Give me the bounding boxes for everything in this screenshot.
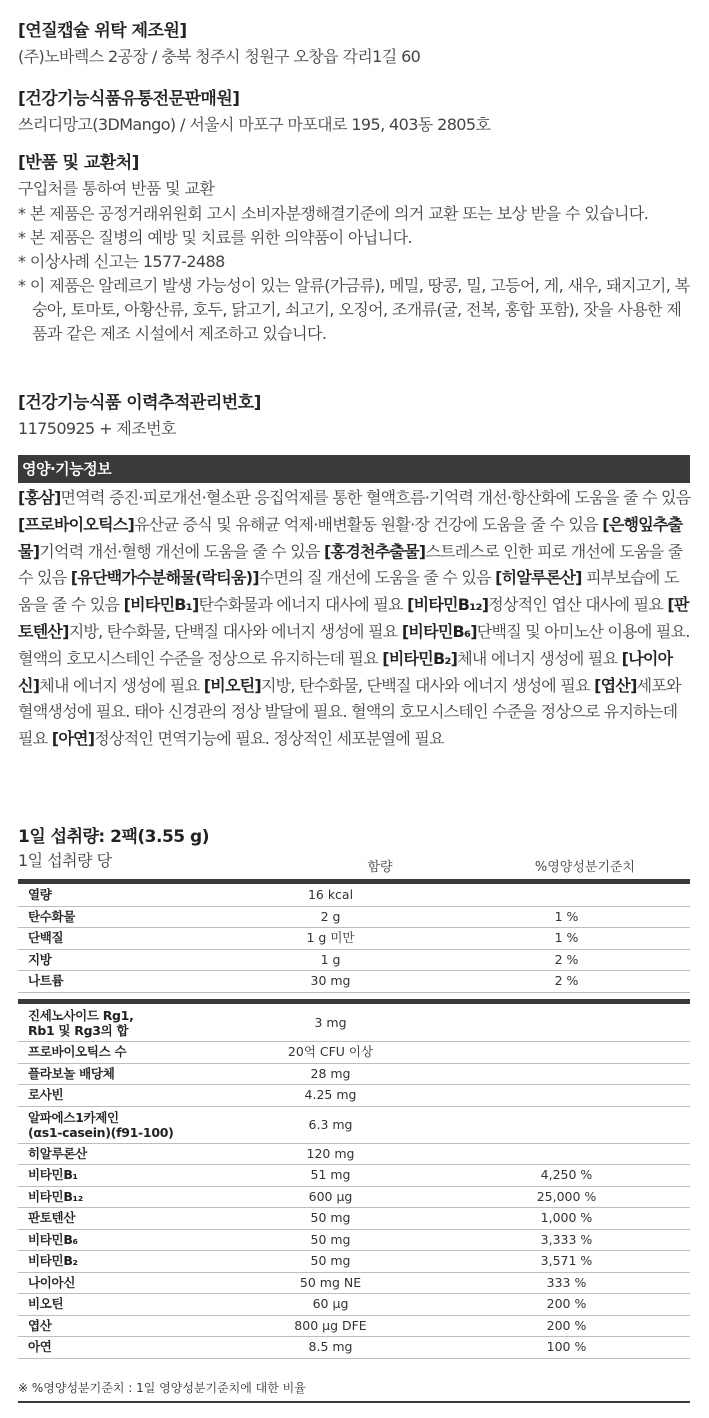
nutrient-amount: 8.5 mg [218,1337,443,1359]
nutrient-percent: 1 % [443,906,690,928]
returns-note: * 본 제품은 공정거래위원회 고시 소비자분쟁해결기준에 의거 교환 또는 보상 받을 수 있습니다. [18,204,649,223]
function-claim-name: [프로바이오틱스] [18,514,135,534]
table-mid-rule [18,999,690,1004]
nutrient-percent [443,1085,690,1107]
function-claim-name: [은행잎추출물] [18,514,683,561]
nutrient-amount: 800 μg DFE [218,1315,443,1337]
nutrient-amount: 50 mg [218,1251,443,1273]
per-serving-label: 1일 섭취량 당 [18,851,112,870]
seller-title: [건강기능식품유통전문판매원] [18,89,240,109]
function-claim-name: [비타민B₁] [123,595,199,615]
nutrient-amount: 2 g [218,906,443,928]
function-claim-name: [비오틴] [203,675,261,695]
nutrient-name-line: 탄수화물 [28,908,76,924]
manufacturer-title: [연질캡슐 위탁 제조원] [18,21,187,41]
nutrient-percent: 200 % [443,1315,690,1337]
nutrient-row [18,1337,690,1359]
nutrient-amount: 1 g 미만 [218,928,443,950]
nutrient-amount: 51 mg [218,1165,443,1187]
nutrient-name-line: 히알루론산 [28,1145,87,1161]
nutrient-amount: 50 mg [218,1229,443,1251]
function-claim-text: 피부보습에 도움을 줄 수 있음 [18,568,679,615]
nutrient-row [18,971,690,993]
returns-note: * 이상사례 신고는 1577-2488 [18,252,225,271]
nutrient-percent: 3,571 % [443,1251,690,1273]
manufacturer-section [18,18,690,70]
function-claim-text: 탄수화물과 에너지 대사에 필요 [198,595,408,615]
nutrient-name-line: 알파에스1카제인 [28,1109,119,1125]
returns-text: 구입처를 통하여 반품 및 교환 [18,179,215,198]
nutrient-amount: 60 μg [218,1294,443,1316]
nutrient-row [18,1005,690,1042]
nutrient-row [18,885,690,906]
nutrient-amount: 20억 CFU 이상 [218,1042,443,1064]
nutrient-name-line: 비타민B₂ [28,1253,78,1269]
nutrient-percent: 2 % [443,971,690,993]
function-claim-text: 스트레스로 인한 피로 개선에 도움을 줄 수 있음 [18,541,683,588]
nutrient-percent: 333 % [443,1272,690,1294]
nutrient-percent [443,1005,690,1042]
nutrient-amount: 3 mg [218,1005,443,1042]
function-claim-text: 체내 에너지 생성에 필요 [39,675,204,695]
nutrient-row [18,928,690,950]
nutrient-percent [443,1143,690,1165]
nutrient-percent: 100 % [443,1337,690,1359]
nutrient-amount: 28 mg [218,1063,443,1085]
nutrient-amount: 4.25 mg [218,1085,443,1107]
function-claim-name: [비타민B₁₂] [407,595,489,615]
traceability-text: 11750925 + 제조번호 [18,419,176,438]
nutrient-name [18,1315,218,1337]
nutrient-row [18,1186,690,1208]
function-claim-name: [홍삼] [18,488,61,507]
nutrient-name [18,1229,218,1251]
nutrient-row [18,1315,690,1337]
nutrient-row [18,1208,690,1230]
function-claim-text: 유산균 증식 및 유해균 억제·배변활동 원활·장 건강에 도움을 줄 수 있음 [134,514,603,534]
nutrient-name [18,928,218,950]
nutrient-row [18,1085,690,1107]
seller-section [18,86,690,138]
nutrient-name-line: 진세노사이드 Rg1, [28,1008,134,1023]
nutrient-row [18,1251,690,1273]
nutrient-amount: 50 mg [218,1208,443,1230]
nutrient-name [18,1005,218,1042]
nutrient-row [18,1106,690,1143]
nutrient-amount: 6.3 mg [218,1106,443,1143]
function-claim-text: 지방, 탄수화물, 단백질 대사와 에너지 생성에 필요 [260,675,595,695]
nutrient-row [18,949,690,971]
nutrient-amount: 1 g [218,949,443,971]
nutrient-percent [443,1063,690,1085]
seller-text: 쓰리디망고(3DMango) / 서울시 마포구 마포대로 195, 403동 2805호 [18,115,491,134]
returns-note: * 본 제품은 질병의 예방 및 치료를 위한 의약품이 아닙니다. [18,228,412,247]
function-claim-name: [나이아신] [18,648,673,695]
nutrient-name [18,1208,218,1230]
nutrient-row [18,1063,690,1085]
nutrient-name [18,885,218,906]
nutrient-name [18,1165,218,1187]
nutrient-percent: 200 % [443,1294,690,1316]
nutrient-name-line: 비타민B₁ [28,1167,78,1183]
returns-section [18,150,690,346]
function-claim-text: 기억력 개선·혈행 개선에 도움을 줄 수 있음 [39,541,324,561]
table-top-rule [18,879,690,884]
function-claim-text: 정상적인 면역기능에 필요. 정상적인 세포분열에 필요 [94,729,444,749]
nutrient-percent: 25,000 % [443,1186,690,1208]
nutrient-name-line: 판토텐산 [28,1210,76,1226]
nutrient-percent: 2 % [443,949,690,971]
table-bottom-rule [18,1401,690,1403]
nutrient-percent [443,1042,690,1064]
nutrient-percent: 3,333 % [443,1229,690,1251]
function-claim-name: [엽산] [594,675,637,695]
function-claim-text: 수면의 질 개선에 도움을 줄 수 있음 [258,568,496,588]
nutrient-percent [443,885,690,906]
function-info-bar: 영양·기능정보 [18,455,690,483]
function-claim-name: [아연] [51,729,95,749]
function-claim-name: [히알루론산] [495,568,582,588]
manufacturer-text: (주)노바렉스 2공장 / 충북 청주시 청원구 오창읍 각리1길 60 [18,47,421,66]
nutrient-percent: 1,000 % [443,1208,690,1230]
nutrient-name [18,1106,218,1143]
basic-nutrition-table [18,885,690,993]
function-info-text [18,485,692,753]
nutrient-amount: 30 mg [218,971,443,993]
percent-footnote: ※ %영양성분기준치 : 1일 영양성분기준치에 대한 비율 [18,1381,306,1395]
nutrient-name-line: 지방 [28,951,52,967]
percent-column-header: %영양성분기준치 [534,860,636,875]
nutrient-name [18,1294,218,1316]
function-claim-name: [판토텐산] [18,595,689,641]
nutrient-percent: 4,250 % [443,1165,690,1187]
nutrient-amount: 600 μg [218,1186,443,1208]
nutrient-amount: 120 mg [218,1143,443,1165]
amount-column-header: 함량 [367,860,393,875]
nutrient-name [18,1042,218,1064]
nutrient-name-line: 엽산 [28,1317,52,1333]
nutrient-name-line: 비타민B₆ [28,1231,78,1247]
returns-note: * 이 제품은 알레르기 발생 가능성이 있는 알류(가금류), 메밀, 땅콩, 밀, 고등어, 게, 새우, 돼지고기, 복숭아, 토마토, 아황산류, 호두, 닭고기, 쇠고기, 오징어, 조개류(굴, 전복, 홍합 포함), 잣을 사용한 제품과 같은 제조 시설에서 제조하고 있습니다. [18,276,690,343]
nutrient-row [18,1042,690,1064]
nutrient-name-line: (αs1-casein)(f91-100) [28,1124,174,1140]
daily-intake-title: 1일 섭취량: 2팩(3.55 g) [18,827,209,847]
nutrient-row [18,1272,690,1294]
nutrient-name-line: 나이아신 [28,1274,76,1290]
nutrient-name-line: 열량 [28,887,52,903]
nutrient-name [18,1143,218,1165]
nutrient-amount: 50 mg NE [218,1272,443,1294]
function-claim-name: [비타민B₆] [401,621,477,641]
nutrient-name-line: 플라보놀 배당체 [28,1065,115,1081]
nutrient-row [18,1143,690,1165]
nutrient-name-line: 나트륨 [28,973,64,989]
nutrient-name [18,1085,218,1107]
nutrient-row [18,1229,690,1251]
nutrient-percent [443,1106,690,1143]
nutrient-name-line: 비오틴 [28,1296,64,1312]
nutrient-name [18,1272,218,1294]
function-claim-text: 정상적인 엽산 대사에 필요 [488,595,668,615]
function-claim-text: 면역력 증진·피로개선·혈소판 응집억제를 통한 혈액흐름·기억력 개선·항산화에 도움을 줄 수 있음 [60,488,691,507]
traceability-section [18,390,690,442]
function-claim-text: 지방, 탄수화물, 단백질 대사와 에너지 생성에 필요 [68,621,402,641]
function-claim-name: [유단백가수분해물(락티움)] [70,568,259,588]
nutrient-name [18,971,218,993]
nutrient-name [18,1186,218,1208]
function-claim-text: 단백질 및 아미노산 이용에 필요. 혈액의 호모시스테인 수준을 정상으로 유지하는데 필요 [18,621,690,668]
nutrient-name [18,949,218,971]
nutrient-percent: 1 % [443,928,690,950]
nutrient-name [18,1063,218,1085]
function-claim-text: 세포와 혈액생성에 필요. 태아 신경관의 정상 발달에 필요. 혈액의 호모시스테인 수준을 정상으로 유지하는데 필요 [18,675,681,749]
nutrient-name-line: 비타민B₁₂ [28,1188,83,1204]
function-claim-text: 체내 에너지 생성에 필요 [457,648,622,668]
function-claim-name: [홍경천추출물] [323,541,426,561]
nutrient-name [18,1251,218,1273]
nutrient-name-line: 로사빈 [28,1087,64,1103]
nutrient-name [18,906,218,928]
functional-ingredient-table [18,1005,690,1359]
nutrient-name-line: 프로바이오틱스 수 [28,1044,127,1060]
nutrient-name-line: 아연 [28,1339,52,1355]
nutrient-row [18,906,690,928]
nutrient-name [18,1337,218,1359]
nutrient-row [18,1294,690,1316]
traceability-title: [건강기능식품 이력추적관리번호] [18,393,261,413]
returns-title: [반품 및 교환처] [18,153,139,173]
nutrient-name-line: Rb1 및 Rg3의 합 [28,1023,129,1038]
function-claim-name: [비타민B₂] [382,648,458,668]
nutrient-row [18,1165,690,1187]
nutrient-amount: 16 kcal [218,885,443,906]
nutrient-name-line: 단백질 [28,930,64,946]
